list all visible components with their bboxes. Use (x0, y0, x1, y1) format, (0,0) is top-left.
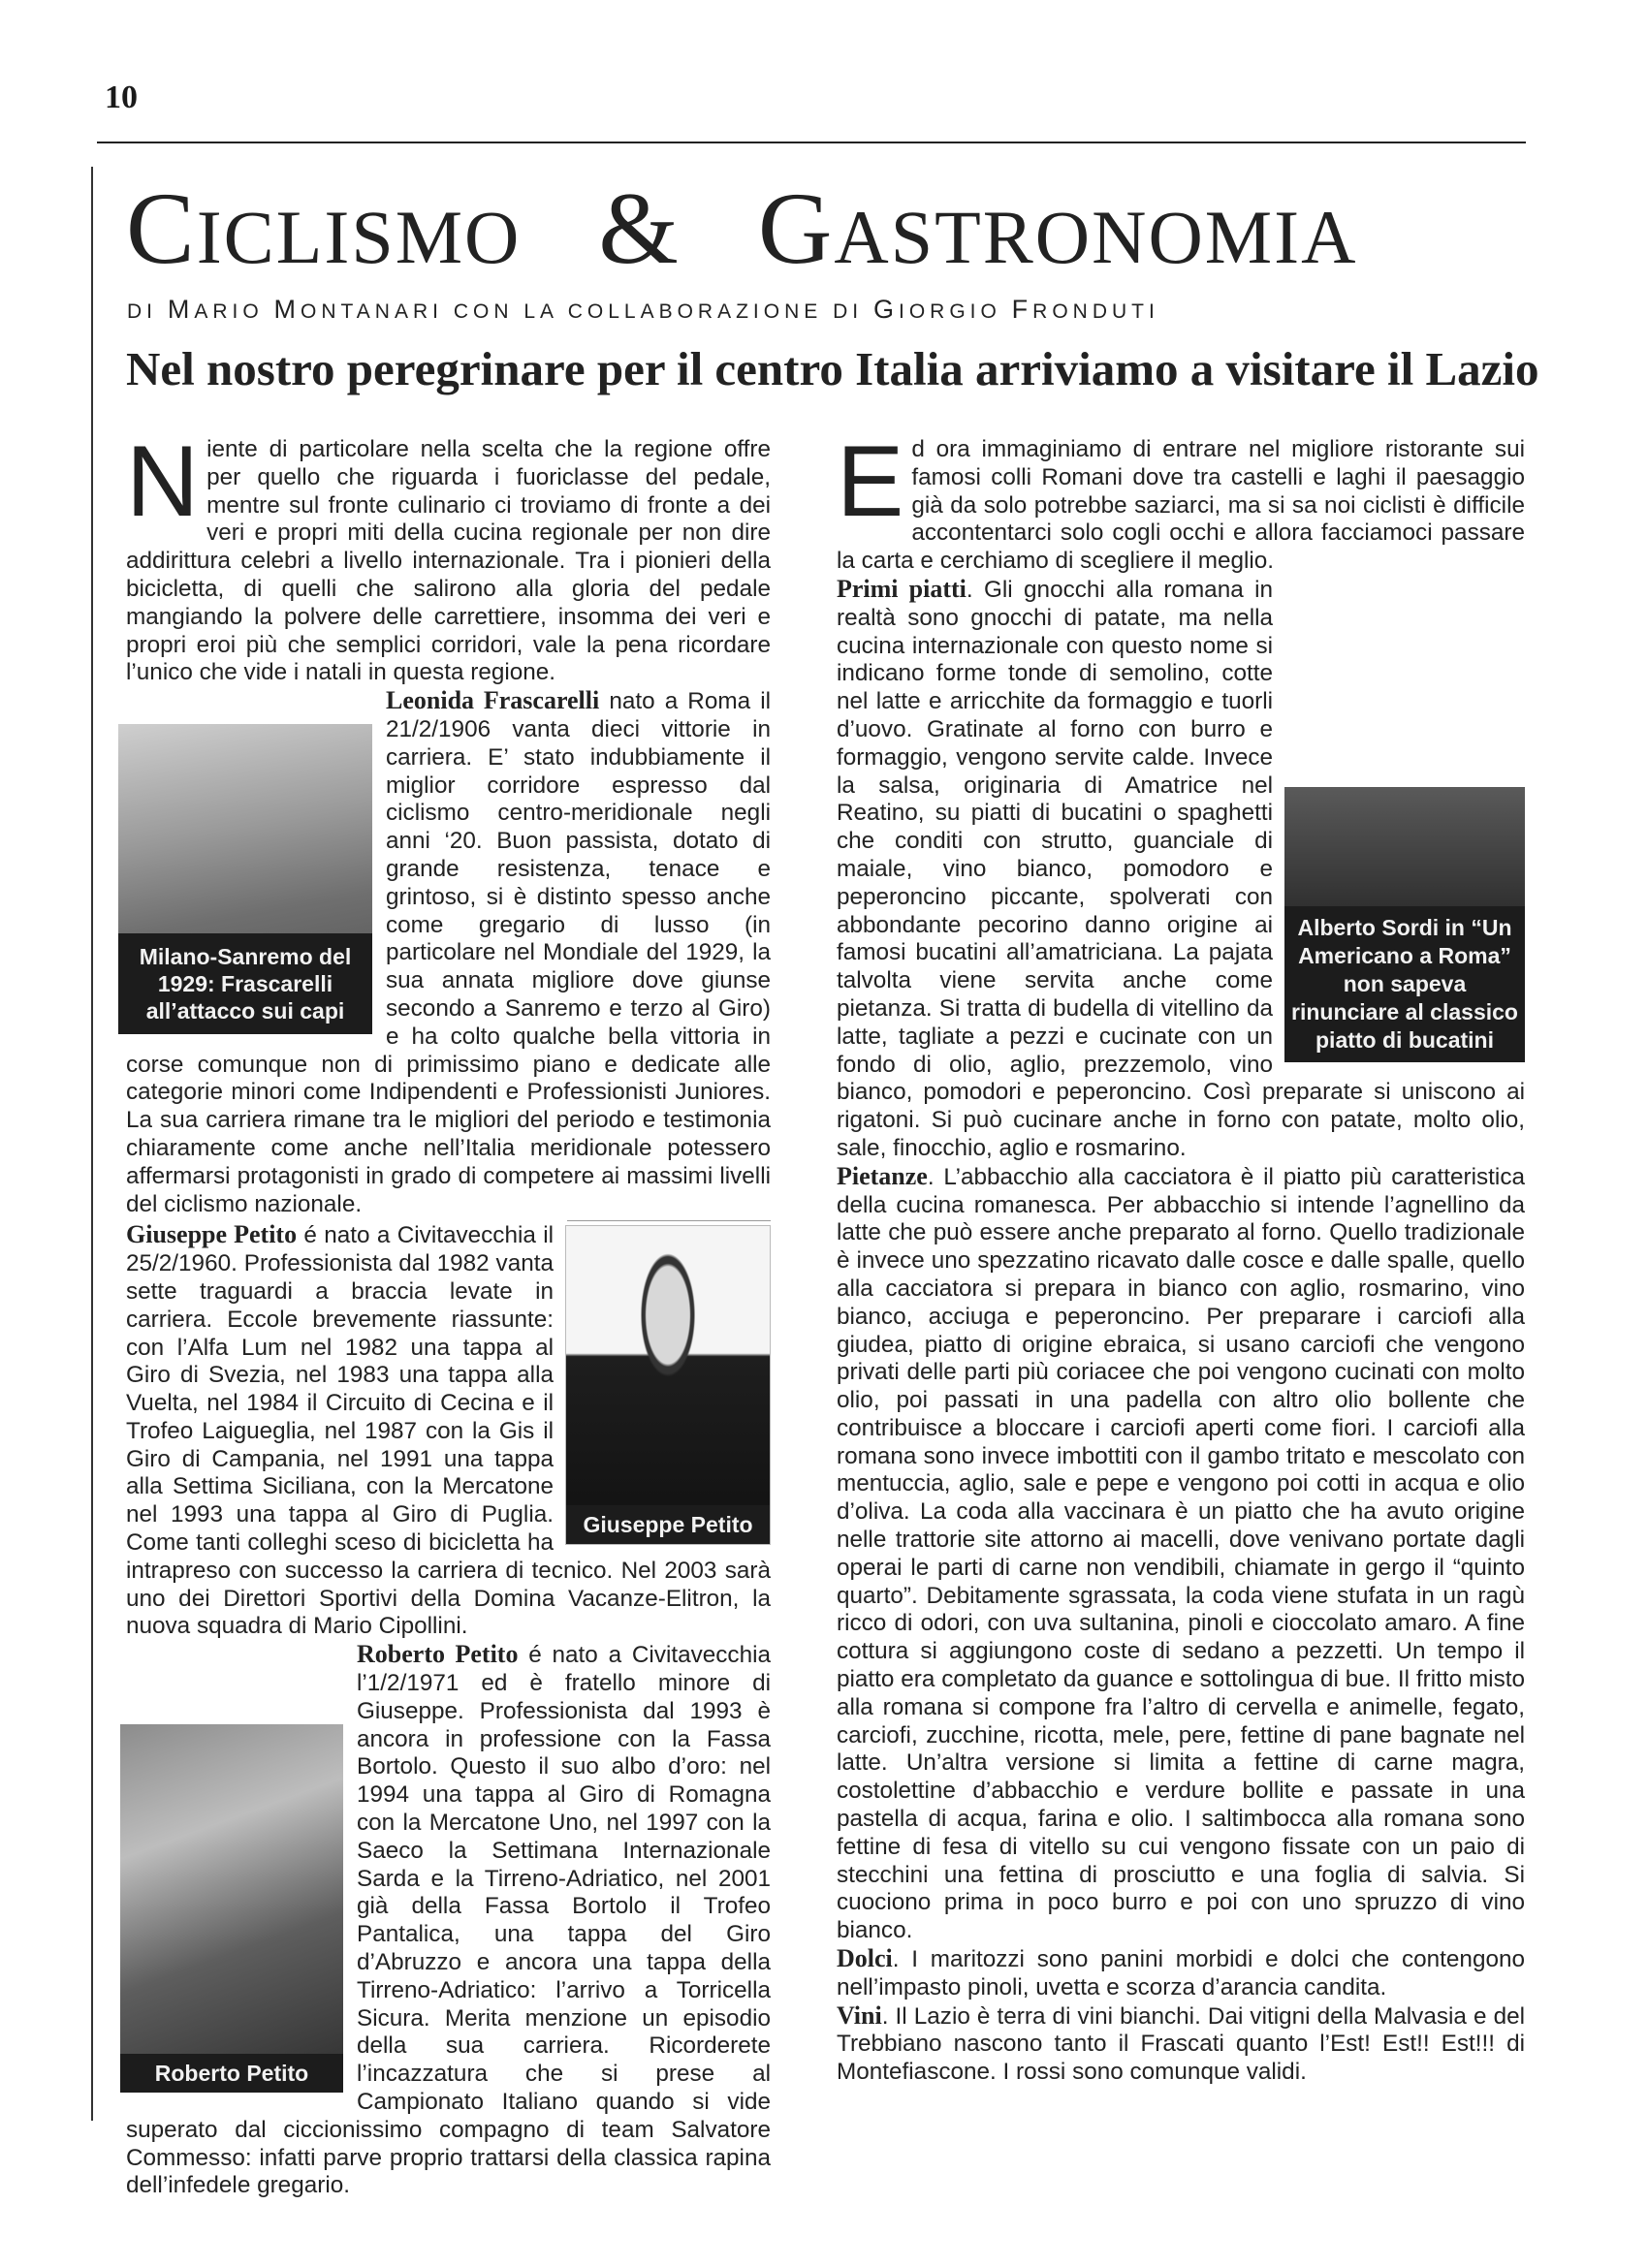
page-number: 10 (105, 79, 138, 115)
name-giuseppe-petito: Giuseppe Petito (126, 1220, 298, 1249)
title-cap-g: G (757, 172, 835, 285)
drop-cap-e: E (837, 425, 904, 538)
photo-giuseppe-petito (565, 1225, 771, 1545)
left-margin-rule (91, 167, 93, 2121)
left-intro-text: iente di particolare nella scelta che la regione offre per quello che riguarda i fuoriclasse del pedale, mentre sul fronte culinario ci troviamo di fronte a dei veri e propri miti della cucina regionale per non dire addirittura celebri a livello internazionale. Tra i pionieri della bicicletta, di quelli che salirono alla gloria del pedale mangiando la polvere delle carrettiere, insomma dei veri e propri eroi più che semplici corridori, vale la pena ricordare l’unico che vide i natali in questa regione. (126, 436, 771, 686)
primi-text: . Gli gnocchi alla romana in realtà sono gnocchi di patate, ma nella cucina internazionale con questo nome si indicano forme tonde di semolino, cotte nel latte e arricchite da formaggio e tuorli d’uovo. Gratinate al forno con burro e formaggio, vengono servite calde. Invece la salsa, originaria di Amatrice nel Reatino, su piatti di bucatini o spaghetti che conditi con strutto, guanciale di maiale, vino bianco, pomodoro e peperoncino piccante, spolverati con abbondante pecorino danno origine ai famosi bucatini all’amatriciana. La pajata talvolta viene servita anche come pietanza. Si tratta di budella di vitellino da latte, tagliate a pezzi e cucinate con un fondo di olio, aglio, prezzemolo, vino bianco, pomodori e peperoncino. Così preparate si uniscono ai rigatoni. Si può cucinare anche in forno con patate, molto olio, sale, finocchio, aglio e rosmarino. (837, 576, 1525, 1161)
name-leonida-frascarelli: Leonida Frascarelli (386, 686, 600, 715)
dolci-text: . I maritozzi sono panini morbidi e dolci che contengono nell’impasto pinoli, uvetta e scorza d’arancia candita. (837, 1946, 1525, 2000)
article-title (126, 173, 1483, 286)
heading-pietanze: Pietanze (837, 1161, 928, 1190)
roberto-text: é nato a Civitavecchia l’1/2/1971 ed è fratello minore di Giuseppe. Professionista dal 1993 è ancora in professione con la Fassa Bortolo. Questo il suo albo d’oro: nel 1994 una tappa al Giro di Romagna con la Mercatone Uno, nel 1997 con la Saeco la Settimana Internazionale Sarda e la Tirreno-Adriatico, nel 2001 già della Fassa Bortolo il Trofeo Pantalica, una tappa del Giro d’Abruzzo e ancora una tappa della Tirreno-Adriatico: l’arrivo a Torricella Sicura. Merita menzione un episodio della sua carriera. Ricorderete l’incazzatura che si prese al Campionato Italiano quando si vide superato dal ciccionissimo compagno di team Salvatore Commesso: infatti parve proprio trattarsi della classica rapina dell’infedele gregario. (126, 1642, 772, 2199)
top-rule (97, 142, 1526, 143)
pietanze-text: . L’abbacchio alla cacciatora è il piatto più caratteristica della cucina romanesca. Per abbacchio si intende l’agnellino da latte che può essere anche preparato al forno. Quello tradizionale è invece uno spezzatino ricavato dalle cosce e dalle spalle, quello alla cacciatora si prepara in bianco con aglio, rosmarino, vino bianco, acciuga e peperoncino. Per preparare i carciofi alla giudea, piatto di origine ebraica, si usano carciofi che vengono privati delle parti più coriacee che poi vengono cucinati con molto olio, poi passati in una padella con altro olio bollente che contribuisce a bloccare i carciofi aperti come fiori. I carciofi alla romana sono invece imbottiti con il gambo tritato e mescolato con mentuccia, aglio, sale e pepe e vengono poi cotti in acqua e olio d’oliva. La coda alla vaccinara è un piatto che ha avuto origine nelle trattorie site attorno ai macelli, dove venivano portate dagli operai le parti di carne non vendibili, chiamate in gergo il “quinto quarto”. Debitamente sgrassata, la coda viene stufata in un ragù ricco di odori, con uva sultanina, pinoli e cioccolato amaro. A fine cottura si aggiungono coste di sedano a pezzetti. Un tempo il piatto era completato da guance e sottolingua di bue. Il fritto misto alla romana si compone fra l’altro di cervella e animelle, fegato, carciofi, zucchine, ricotta, mele, pere, fettine di pane bagnate nel latte. Un’altra versione si limita a fettine di carne magra, costolettine d’abbacchio e verdure bollite e passate in una pastella di acqua, farina e olio. I saltimbocca alla romana sono fettine di fesa di vitello su cui vengono fissate con un paio di stecchini una fettina di prosciutto e una foglia di salvia. Si cuociono prima in poco burro e poi con uno spruzzo di vino bianco. (837, 1163, 1525, 1944)
photo-alberto-sordi (1284, 787, 1525, 1062)
dolci-paragraph (837, 1945, 1525, 2002)
caption-alberto-sordi: Alberto Sordi in “Un Americano a Roma” non sapeva rinunciare al classico piatto di bucatini (1284, 906, 1525, 1062)
left-column (126, 425, 772, 2200)
frascarelli-text: nato a Roma il 21/2/1906 vanta dieci vittorie in carriera. E’ stato indubbiamente il miglior corridore espresso dal ciclismo centro-meridionale negli anni ‘20. Buon passista, dotato di grande resistenza, tenace e grintoso, si è distinto spesso anche come gregario di lusso (in particolare nel Mondiale del 1929, la sua annata migliore dove giunse secondo a Sanremo e terzo al Giro) e ha colto qualche bella vittoria in corse comunque non di primissimo piano e dedicate alle categorie minori come Indipendenti e Professionisti Juniores. La sua carriera rimane tra le migliori del periodo e testimonia chiaramente come anche nell’Italia meridionale potessero affermarsi protagonisti in grado di competere ai massimi livelli del ciclismo nazionale. (126, 688, 771, 1217)
article-subtitle: Nel nostro peregrinare per il centro Italia arriviamo a visitare il Lazio (126, 342, 1539, 395)
heading-dolci: Dolci (837, 1944, 893, 1973)
drop-cap-n: N (126, 425, 200, 538)
heading-primi-piatti: Primi piatti (837, 574, 967, 603)
giuseppe-text: é nato a Civitavecchia il 25/2/1960. Professionista dal 1982 vanta sette traguardi a braccia levate in carriera. Eccole brevemente riassunte: con l’Alfa Lum nel 1982 una tappa al Giro di Svezia, nel 1983 una tappa alla Vuelta, nel 1984 il Circuito di Cecina e il Trofeo Laigueglia, nel 1987 con la Gis il Giro di Campania, nel 1991 una tappa alla Settima Siciliana, con la Mercatone nel 1993 una tappa al Giro di Puglia. Come tanti colleghi sceso di bicicletta ha intrapreso con successo la carriera di tecnico. Nel 2003 sarà uno dei Direttori Sportivi della Domina Vacanze-Elitron, la nuova squadra di Mario Cipollini. (126, 1222, 771, 1640)
caption-milano-sanremo: Milano-Sanremo del 1929: Frascarelli all’attacco sui capi (118, 933, 372, 1034)
photo-roberto-petito (120, 1724, 343, 2093)
name-roberto-petito: Roberto Petito (357, 1640, 519, 1669)
title-ampersand: & (598, 172, 681, 285)
vini-paragraph (837, 2002, 1525, 2087)
heading-vini: Vini (837, 2000, 882, 2030)
photo-milano-sanremo-1929 (118, 724, 372, 1034)
left-intro-paragraph (126, 425, 771, 687)
right-column (837, 425, 1525, 2087)
caption-giuseppe-petito: Giuseppe Petito (566, 1505, 770, 1544)
title-word-ciclismo: ICLISMO (196, 195, 522, 279)
right-intro-text: d ora immaginiamo di entrare nel migliore ristorante sui famosi colli Romani dove tra castelli e laghi il paesaggio già da solo potrebbe saziarci, ma si sa noi ciclisti è difficile accontentarci solo cogli occhi e allora facciamoci passare la carta e cerchiamo di scegliere il meglio. (837, 436, 1525, 575)
title-cap-c: C (126, 172, 197, 285)
right-intro-paragraph (837, 425, 1525, 576)
pietanze-paragraph (837, 1163, 1525, 1945)
byline: DI MARIO MONTANARI CON LA COLLABORAZIONE DI GIORGIO FRONDUTI (127, 295, 1159, 324)
caption-roberto-petito: Roberto Petito (120, 2054, 343, 2093)
title-word-gastronomia: ASTRONOMIA (834, 195, 1358, 279)
vini-text: . Il Lazio è terra di vini bianchi. Dai vitigni della Malvasia e del Trebbiano nascono tanto il Frascati quanto l’Est! Est!! Est!!! di Montefiascone. I rossi sono comunque validi. (837, 2002, 1525, 2086)
